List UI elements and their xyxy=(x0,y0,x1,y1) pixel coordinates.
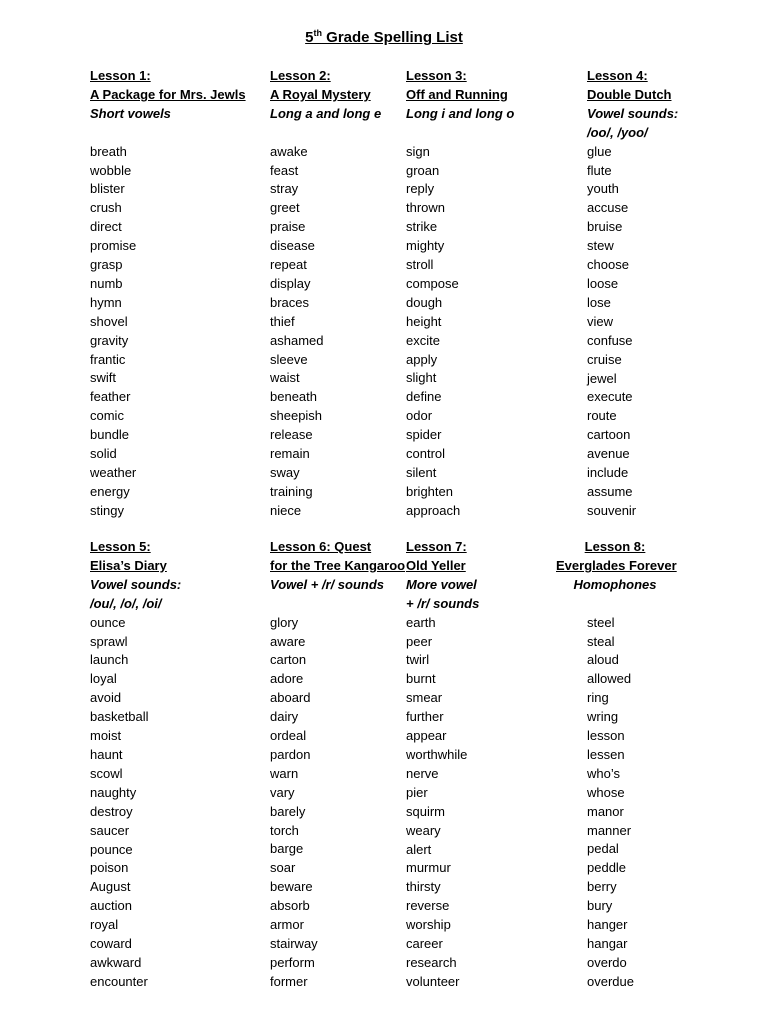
spelling-word: execute xyxy=(587,389,633,405)
spelling-word: volunteer xyxy=(406,973,460,989)
spelling-word: strike xyxy=(406,219,438,235)
lesson-name: Elisa’s Diary xyxy=(90,557,167,573)
spelling-word: pounce xyxy=(90,841,133,857)
spelling-word: greet xyxy=(270,200,300,216)
lesson-number: Lesson 8: xyxy=(584,539,646,554)
spelling-word: solid xyxy=(90,446,117,462)
spacer xyxy=(270,595,405,614)
spelling-word: sleeve xyxy=(270,351,308,367)
lesson-4-column xyxy=(587,67,678,521)
spelling-word: numb xyxy=(90,275,123,291)
spelling-word: stroll xyxy=(406,257,434,273)
spelling-word: cartoon xyxy=(587,427,631,443)
spelling-word: whose xyxy=(587,784,625,800)
spelling-word: basketball xyxy=(90,709,149,725)
lesson-number: Lesson 5: xyxy=(90,539,151,554)
word-list xyxy=(90,614,181,992)
spelling-word: include xyxy=(587,465,629,481)
spelling-word: thief xyxy=(270,313,295,329)
spelling-word: launch xyxy=(90,652,129,668)
spelling-word: avenue xyxy=(587,446,630,462)
spelling-word: accuse xyxy=(587,200,629,216)
spelling-word: squirm xyxy=(406,803,446,819)
lesson-sound-pattern: /ou/, /o/, /oi/ xyxy=(90,595,162,611)
lesson-name: Everglades Forever xyxy=(556,557,677,573)
spelling-word: awkward xyxy=(90,954,142,970)
spelling-word: aloud xyxy=(587,652,619,668)
spelling-word: ring xyxy=(587,690,609,706)
spelling-word: stairway xyxy=(270,936,318,952)
spelling-word: reverse xyxy=(406,898,450,914)
title-superscript: th xyxy=(313,28,322,38)
spelling-word: hangar xyxy=(587,936,628,952)
spelling-word: brighten xyxy=(406,483,453,499)
spelling-word: pardon xyxy=(270,746,311,762)
spelling-word: ounce xyxy=(90,614,126,630)
spelling-word: coward xyxy=(90,936,132,952)
spelling-word: nerve xyxy=(406,765,439,781)
word-list xyxy=(556,614,674,992)
spelling-word: direct xyxy=(90,219,122,235)
spelling-word: hymn xyxy=(90,294,122,310)
spelling-word: sway xyxy=(270,465,300,481)
title-prefix: 5 xyxy=(305,29,314,46)
word-list xyxy=(270,143,381,521)
spelling-word: thrown xyxy=(406,200,446,216)
spelling-word: encounter xyxy=(90,973,148,989)
spelling-word: silent xyxy=(406,465,437,481)
lesson-name: for the Tree Kangaroo xyxy=(270,557,406,573)
spelling-word: ashamed xyxy=(270,332,324,348)
spelling-word: glory xyxy=(270,614,299,630)
spelling-word: steal xyxy=(587,633,615,649)
spelling-word: lose xyxy=(587,294,611,310)
spelling-word: overdue xyxy=(587,973,634,989)
spelling-word: comic xyxy=(90,408,124,424)
spelling-word: mighty xyxy=(406,238,445,254)
spelling-word: odor xyxy=(406,408,433,424)
spacer xyxy=(406,124,514,143)
spelling-word: swift xyxy=(90,370,116,386)
lesson-number: Lesson 6: Quest xyxy=(270,539,372,554)
lesson-6-column xyxy=(270,538,405,992)
spacer xyxy=(90,124,246,143)
spelling-word: allowed xyxy=(587,671,632,687)
spelling-word: stray xyxy=(270,181,299,197)
spelling-word: vary xyxy=(270,784,295,800)
spacer xyxy=(556,595,674,614)
spelling-word: weary xyxy=(406,822,441,838)
spelling-word: disease xyxy=(270,238,315,254)
spelling-word: niece xyxy=(270,502,302,518)
spelling-word: destroy xyxy=(90,803,133,819)
spelling-word: assume xyxy=(587,483,633,499)
spelling-word: peer xyxy=(406,633,433,649)
spelling-word: cruise xyxy=(587,351,622,367)
spelling-word: blister xyxy=(90,181,125,197)
spelling-word: bundle xyxy=(90,427,130,443)
spelling-word: aware xyxy=(270,633,306,649)
spelling-word: hanger xyxy=(587,917,628,933)
spelling-word: bruise xyxy=(587,219,623,235)
spelling-word: royal xyxy=(90,917,119,933)
spelling-word: display xyxy=(270,275,311,291)
spelling-word: stew xyxy=(587,238,614,254)
spelling-word: view xyxy=(587,313,614,329)
spelling-word: dairy xyxy=(270,709,299,725)
spelling-word: murmur xyxy=(406,860,451,876)
spelling-word: loose xyxy=(587,275,619,291)
spelling-word: naughty xyxy=(90,784,137,800)
spelling-word: pedal xyxy=(587,841,619,857)
spelling-word: scowl xyxy=(90,765,123,781)
spelling-word: who’s xyxy=(587,765,621,781)
spelling-word: avoid xyxy=(90,690,122,706)
spelling-word: height xyxy=(406,313,442,329)
spelling-word: research xyxy=(406,954,457,970)
spelling-word: spider xyxy=(406,427,442,443)
spelling-word: alert xyxy=(406,841,432,857)
spelling-word: waist xyxy=(270,370,300,386)
lesson-sound-pattern: /oo/, /yoo/ xyxy=(587,124,648,140)
spelling-word: training xyxy=(270,483,313,499)
spelling-word: pier xyxy=(406,784,428,800)
spelling-word: approach xyxy=(406,502,461,518)
spelling-word: torch xyxy=(270,822,299,838)
spelling-word: weather xyxy=(90,465,137,481)
lesson-number: Lesson 1: xyxy=(90,68,151,83)
spelling-word: saucer xyxy=(90,822,130,838)
lesson-number: Lesson 4: xyxy=(587,68,648,83)
spelling-word: flute xyxy=(587,162,612,178)
spelling-word: ordeal xyxy=(270,728,307,744)
spelling-word: route xyxy=(587,408,617,424)
spelling-word: bury xyxy=(587,898,613,914)
spelling-word: glue xyxy=(587,143,612,159)
spelling-word: lesson xyxy=(587,728,625,744)
spelling-word: stingy xyxy=(90,502,124,518)
spelling-word: choose xyxy=(587,257,629,273)
lesson-sound-pattern: Homophones xyxy=(573,576,657,592)
spelling-word: burnt xyxy=(406,671,436,687)
lesson-1-column xyxy=(90,67,246,521)
lesson-sound-pattern: Long a and long e xyxy=(270,105,382,121)
title-rest: Grade Spelling List xyxy=(321,29,463,46)
lesson-number: Lesson 3: xyxy=(406,68,467,83)
spelling-word: confuse xyxy=(587,332,633,348)
spelling-word: sheepish xyxy=(270,408,323,424)
spelling-word: apply xyxy=(406,351,438,367)
spelling-word: barge xyxy=(270,841,304,857)
word-list xyxy=(406,143,514,521)
spelling-word: absorb xyxy=(270,898,310,914)
spelling-word: shovel xyxy=(90,313,128,329)
spelling-word: gravity xyxy=(90,332,129,348)
lesson-2-column xyxy=(270,67,381,521)
spelling-word: earth xyxy=(406,614,436,630)
spelling-word: wring xyxy=(587,709,619,725)
spelling-word: manner xyxy=(587,822,632,838)
spelling-word: praise xyxy=(270,219,306,235)
spelling-word: armor xyxy=(270,917,304,933)
spelling-word: groan xyxy=(406,162,440,178)
spelling-word: lessen xyxy=(587,746,625,762)
word-list xyxy=(406,614,479,992)
lesson-3-column xyxy=(406,67,514,521)
spelling-word: breath xyxy=(90,143,127,159)
spelling-word: warn xyxy=(270,765,299,781)
lesson-number: Lesson 2: xyxy=(270,68,331,83)
spelling-word: carton xyxy=(270,652,307,668)
spelling-word: worthwhile xyxy=(406,746,468,762)
spelling-word: compose xyxy=(406,275,459,291)
spelling-word: berry xyxy=(587,879,617,895)
spelling-word: former xyxy=(270,973,308,989)
lesson-8-column xyxy=(556,538,677,992)
spelling-word: souvenir xyxy=(587,502,637,518)
spelling-word: thirsty xyxy=(406,879,441,895)
spelling-word: overdo xyxy=(587,954,627,970)
spacer xyxy=(270,124,381,143)
spelling-word: worship xyxy=(406,917,451,933)
spelling-word: further xyxy=(406,709,444,725)
spelling-word: crush xyxy=(90,200,122,216)
lesson-7-column xyxy=(406,538,479,992)
spelling-word: appear xyxy=(406,728,447,744)
spelling-word: adore xyxy=(270,671,304,687)
lesson-5-column xyxy=(90,538,181,992)
spelling-word: beware xyxy=(270,879,313,895)
spelling-word: haunt xyxy=(90,746,123,762)
spelling-word: remain xyxy=(270,446,310,462)
spelling-word: smear xyxy=(406,690,443,706)
spelling-word: loyal xyxy=(90,671,117,687)
word-list xyxy=(270,614,405,992)
spelling-word: dough xyxy=(406,294,443,310)
lesson-sound-pattern: + /r/ sounds xyxy=(406,595,480,611)
spelling-word: August xyxy=(90,879,131,895)
spelling-word: energy xyxy=(90,483,130,499)
spelling-word: perform xyxy=(270,954,315,970)
spelling-word: jewel xyxy=(587,370,617,386)
lesson-sound-pattern: Vowel sounds: xyxy=(90,576,182,592)
lesson-name: A Package for Mrs. Jewls xyxy=(90,86,246,102)
spelling-word: slight xyxy=(406,370,437,386)
spelling-word: steel xyxy=(587,614,615,630)
spelling-word: twirl xyxy=(406,652,430,668)
spelling-word: sign xyxy=(406,143,430,159)
page-title xyxy=(0,28,768,48)
word-list xyxy=(90,143,246,521)
spelling-word: feather xyxy=(90,389,131,405)
lesson-sound-pattern: Long i and long o xyxy=(406,105,515,121)
spelling-word: career xyxy=(406,936,443,952)
lesson-number: Lesson 7: xyxy=(406,539,467,554)
spelling-word: frantic xyxy=(90,351,126,367)
spelling-word: braces xyxy=(270,294,310,310)
spelling-word: poison xyxy=(90,860,129,876)
lesson-name: Old Yeller xyxy=(406,557,466,573)
lesson-name: A Royal Mystery xyxy=(270,86,371,102)
spelling-word: release xyxy=(270,427,313,443)
spelling-word: sprawl xyxy=(90,633,128,649)
spelling-word: define xyxy=(406,389,442,405)
lesson-sound-pattern: Vowel sounds: xyxy=(587,105,679,121)
spelling-word: grasp xyxy=(90,257,123,273)
lesson-sound-pattern: Vowel + /r/ sounds xyxy=(270,576,385,592)
spelling-word: wobble xyxy=(90,162,132,178)
lesson-name: Double Dutch xyxy=(587,86,672,102)
spelling-word: reply xyxy=(406,181,435,197)
spelling-word: promise xyxy=(90,238,137,254)
spelling-word: soar xyxy=(270,860,296,876)
spelling-word: control xyxy=(406,446,446,462)
lesson-name: Off and Running xyxy=(406,86,508,102)
spelling-word: excite xyxy=(406,332,440,348)
spelling-word: barely xyxy=(270,803,306,819)
spelling-word: peddle xyxy=(587,860,627,876)
lesson-sound-pattern: More vowel xyxy=(406,576,477,592)
word-list xyxy=(587,143,678,521)
spelling-word: repeat xyxy=(270,257,307,273)
spelling-word: youth xyxy=(587,181,619,197)
spelling-word: feast xyxy=(270,162,299,178)
lesson-sound-pattern: Short vowels xyxy=(90,105,171,121)
spelling-word: awake xyxy=(270,143,308,159)
spelling-word: beneath xyxy=(270,389,317,405)
spelling-word: auction xyxy=(90,898,132,914)
spelling-word: manor xyxy=(587,803,624,819)
spelling-word: aboard xyxy=(270,690,311,706)
spelling-word: moist xyxy=(90,728,122,744)
